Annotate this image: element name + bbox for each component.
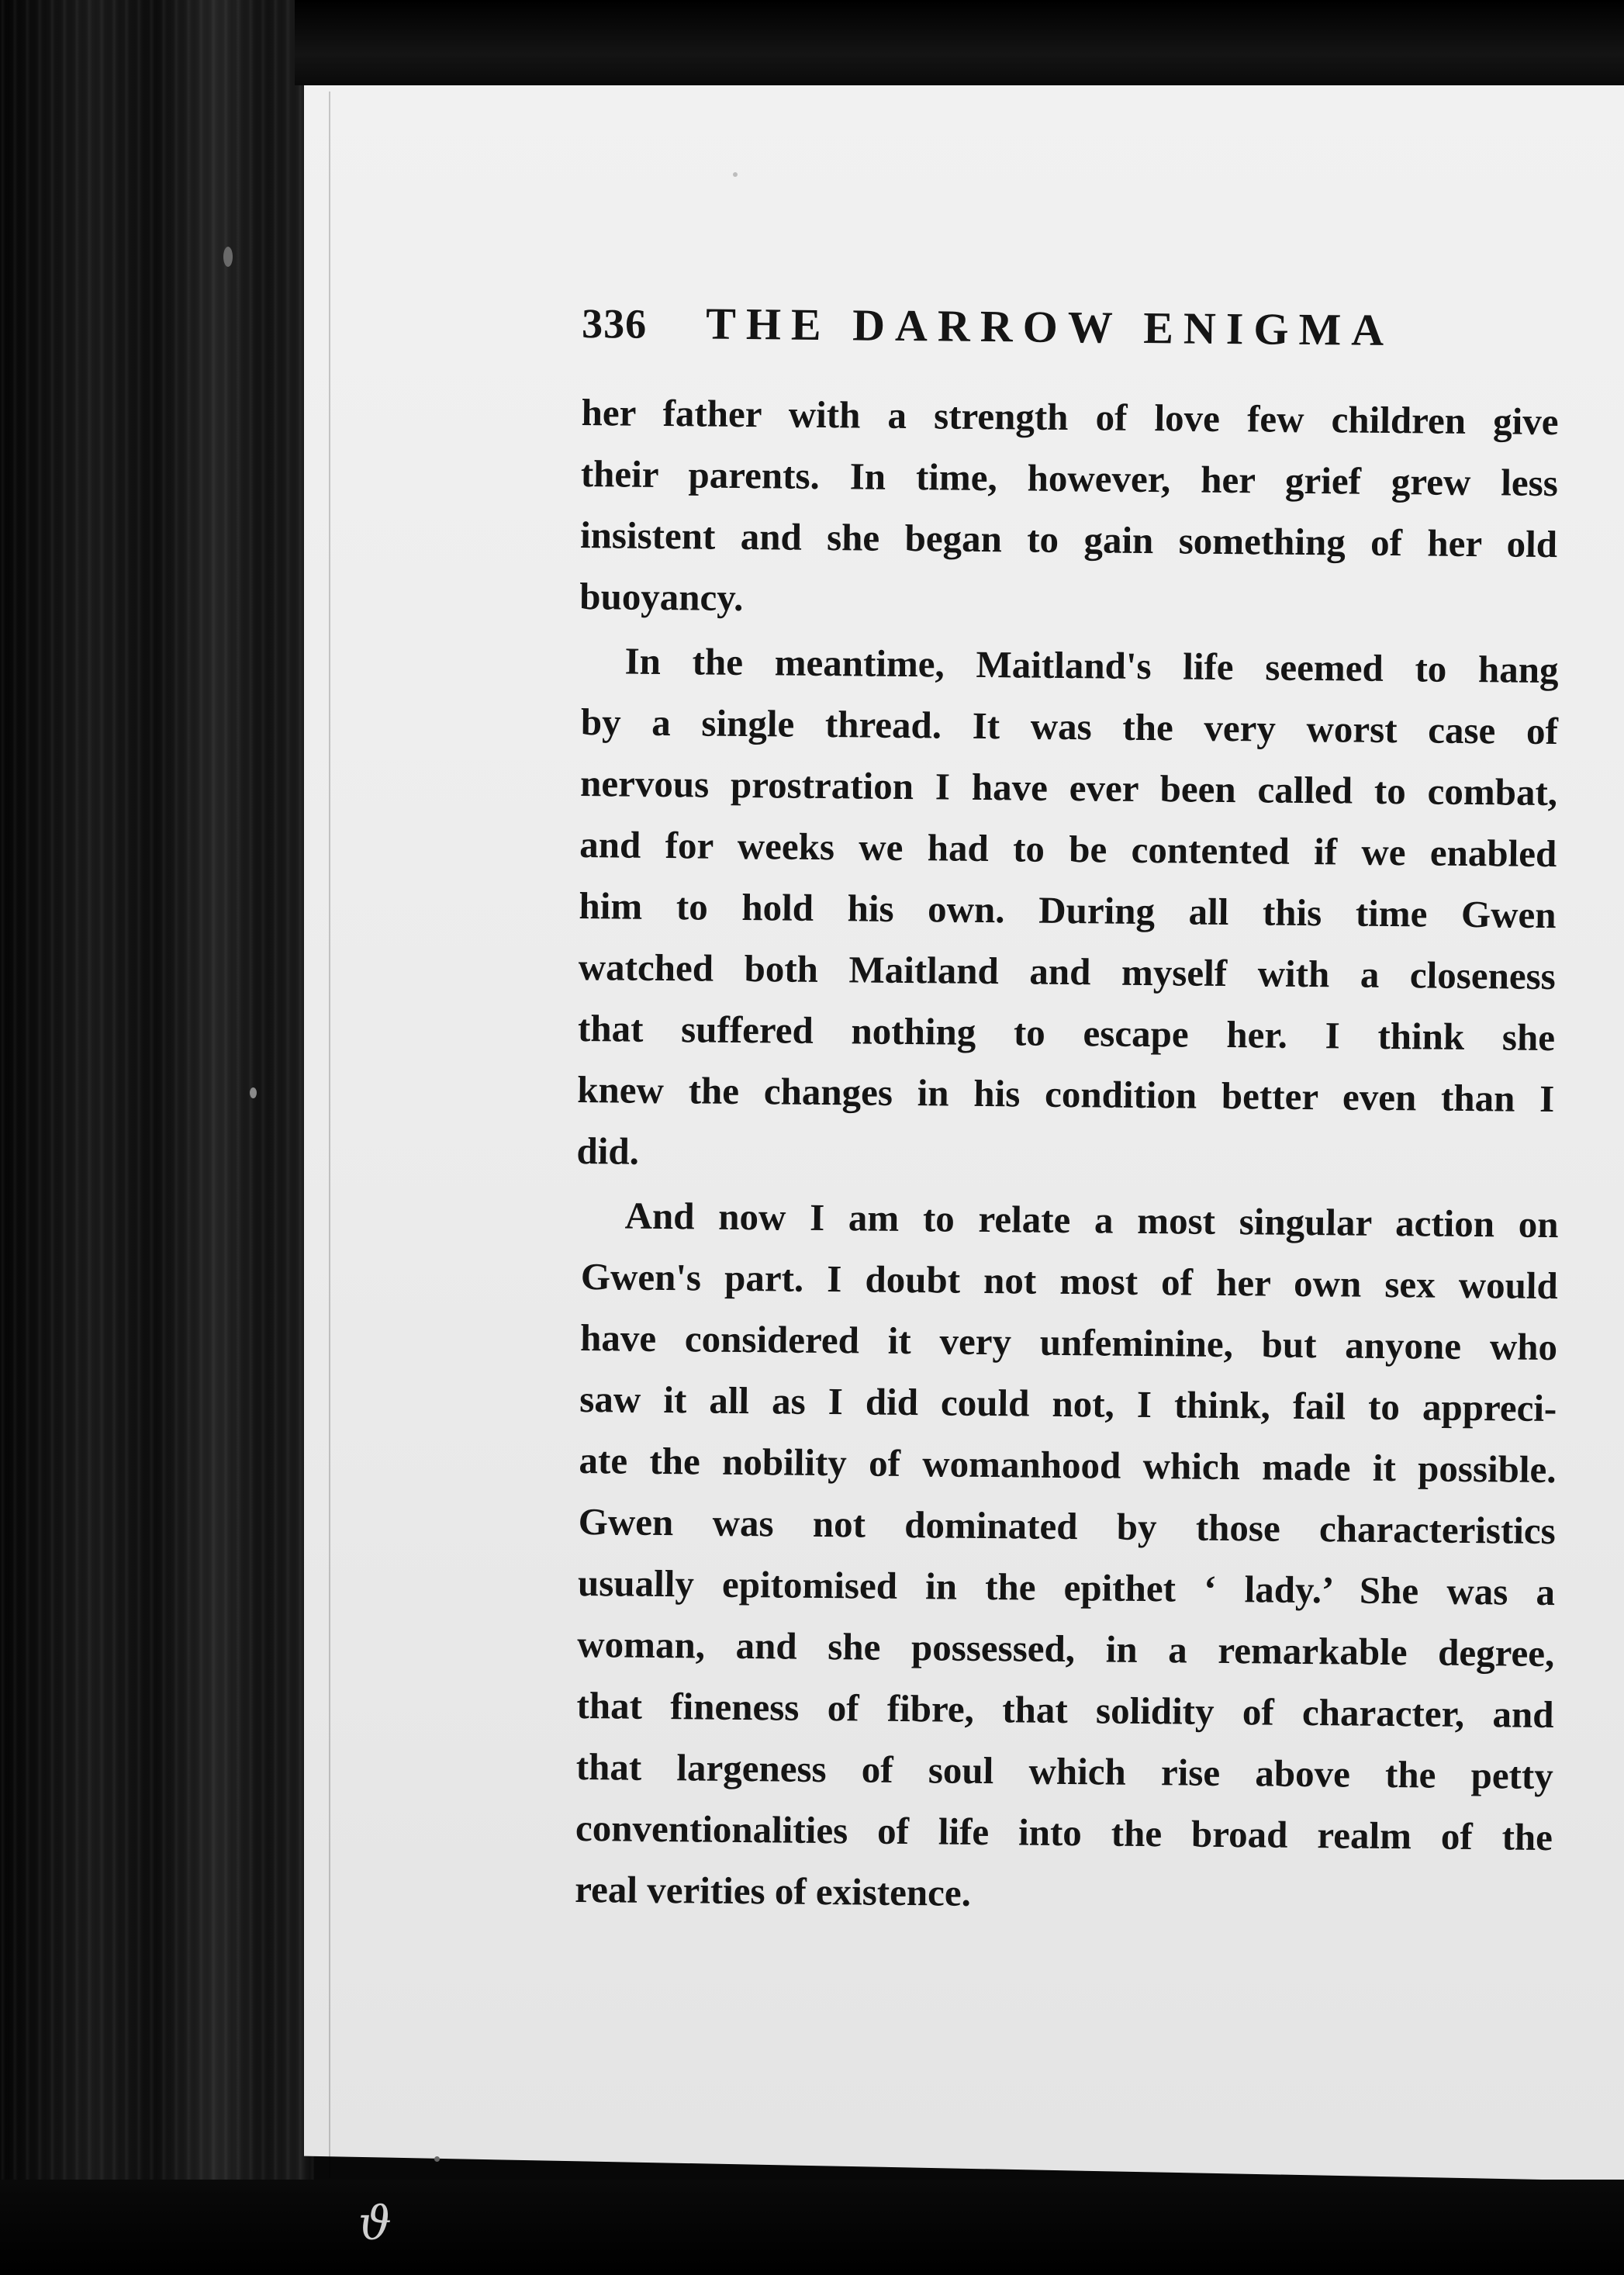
text-line: conventionalities of life into the broad realm of the (575, 1806, 1553, 1859)
top-shadow (295, 0, 1624, 85)
paragraph (575, 1184, 1559, 1929)
text-line: real verities of existence. (575, 1867, 972, 1914)
paragraph (579, 382, 1559, 636)
book-binding (0, 0, 314, 2275)
text-line: him to hold his own. During all this time Gwen (579, 883, 1557, 937)
text-line: saw it all as I did could not, I think, fail to appreci- (579, 1377, 1557, 1430)
running-head (581, 296, 1559, 391)
text-line: that suffered nothing to escape her. I think she (577, 1006, 1556, 1060)
text-line: nervous prostration I have ever been called to combat, (579, 761, 1558, 814)
text-line: Gwen's part. I doubt not most of her own sex would (580, 1254, 1559, 1308)
page-edge-line (329, 92, 330, 2178)
text-line: insistent and she began to gain something of her old (579, 513, 1558, 566)
page-number: 336 (581, 300, 648, 347)
bottom-shadow (0, 2180, 1624, 2275)
book-title: THE DARROW ENIGMA (705, 298, 1394, 356)
text-line: their parents. In time, however, her grief grew less (580, 451, 1559, 505)
text-line: Gwen was not dominated by those characteristics (578, 1499, 1557, 1553)
text-line: and for weeks we had to be contented if we enabled (579, 822, 1557, 876)
paragraph (576, 630, 1559, 1191)
page-text (575, 296, 1559, 1920)
text-line: that fineness of fibre, that solidity of character, and (576, 1683, 1554, 1737)
text-line: her father with a strength of love few children give (581, 390, 1559, 444)
text-line: ate the nobility of womanhood which made it possible. (579, 1438, 1557, 1492)
text-line: did. (576, 1129, 640, 1173)
text-line: watched both Maitland and myself with a closeness (578, 945, 1557, 998)
text-line: And now I am to relate a most singular action on (624, 1194, 1559, 1246)
scan-artifact-mark: ϑ (358, 2197, 392, 2251)
text-line: In the meantime, Maitland's life seemed to hang (624, 639, 1559, 692)
text-line: knew the changes in his condition better even than I (577, 1067, 1555, 1121)
text-line: usually epitomised in the epithet ‘ lady.’ She was a (577, 1561, 1556, 1614)
text-line: have considered it very unfeminine, but anyone who (579, 1316, 1558, 1369)
text-line: woman, and she possessed, in a remarkable degree, (577, 1622, 1555, 1675)
text-line: by a single thread. It was the very worst case of (580, 700, 1559, 753)
text-line: that largeness of soul which rise above the petty (575, 1744, 1554, 1798)
text-line: buoyancy. (579, 574, 744, 620)
